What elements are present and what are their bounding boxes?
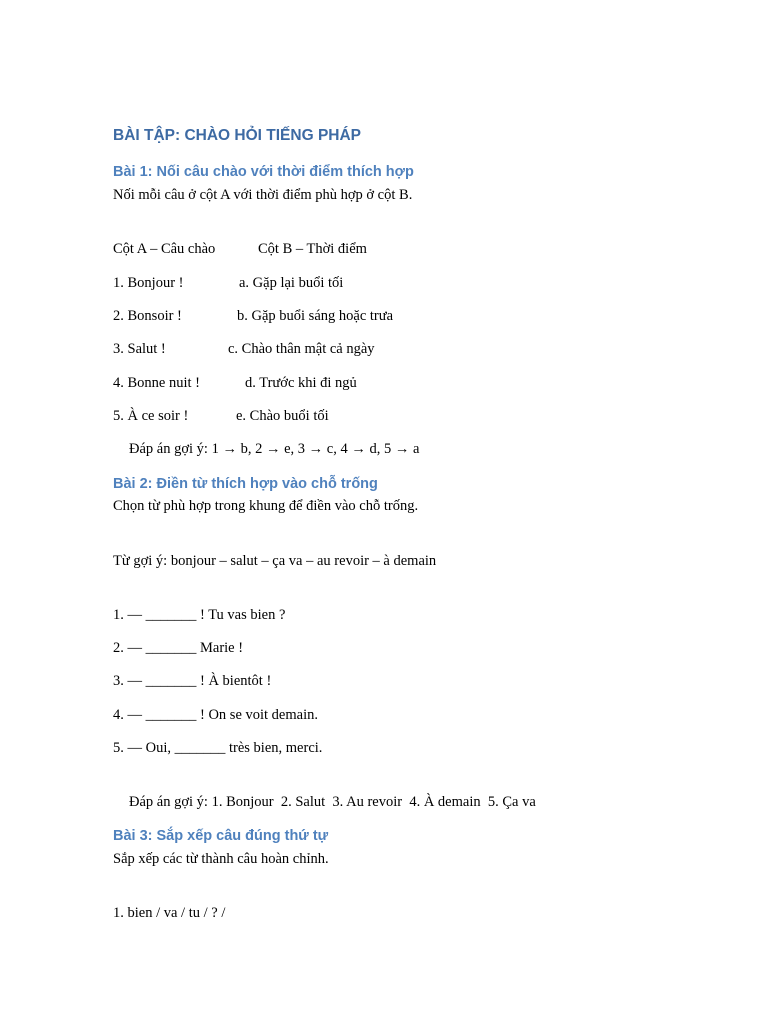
- ex2-instruction: Chọn từ phù hợp trong khung để điền vào chỗ trống.: [113, 498, 419, 514]
- ex1-row-4-b: d. Trước khi đi ngủ: [245, 375, 357, 391]
- ex2-heading: Bài 2: Điền từ thích hợp vào chỗ trống: [113, 476, 378, 492]
- ex3-item-1: 1. bien / va / tu / ? /: [113, 905, 226, 921]
- ex3-instruction: Sắp xếp các từ thành câu hoàn chỉnh.: [113, 851, 329, 867]
- ex3-heading: Bài 3: Sắp xếp câu đúng thứ tự: [113, 828, 329, 844]
- ex1-row-3-a: 3. Salut !: [113, 341, 166, 357]
- ex1-row-4-a: 4. Bonne nuit !: [113, 375, 200, 391]
- ex1-col-a-header: Cột A – Câu chào: [113, 241, 216, 257]
- ex2-item-1: 1. — _______ ! Tu vas bien ?: [113, 607, 286, 623]
- ex1-row-3-b: c. Chào thân mật cả ngày: [228, 341, 375, 357]
- ex2-item-2: 2. — _______ Marie !: [113, 640, 244, 656]
- ex2-hint: Từ gợi ý: bonjour – salut – ça va – au revoir – à demain: [113, 553, 437, 569]
- ex1-answer: Đáp án gợi ý: 1 → b, 2 → e, 3 → c, 4 → d, 5 → a: [129, 441, 420, 457]
- ex2-answer: Đáp án gợi ý: 1. Bonjour 2. Salut 3. Au revoir 4. À demain 5. Ça va: [129, 794, 536, 810]
- ex1-row-5-a: 5. À ce soir !: [113, 408, 189, 424]
- ex1-heading: Bài 1: Nối câu chào với thời điểm thích hợp: [113, 164, 414, 180]
- ex1-row-5-b: e. Chào buổi tối: [236, 408, 329, 424]
- ex1-row-1-a: 1. Bonjour !: [113, 275, 184, 291]
- ex2-item-5: 5. — Oui, _______ très bien, merci.: [113, 740, 323, 756]
- ex2-item-4: 4. — _______ ! On se voit demain.: [113, 707, 318, 723]
- ex1-row-2-b: b. Gặp buổi sáng hoặc trưa: [237, 308, 394, 324]
- page-title: BÀI TẬP: CHÀO HỎI TIẾNG PHÁP: [113, 127, 362, 144]
- ex1-row-2-a: 2. Bonsoir !: [113, 308, 182, 324]
- ex1-instruction: Nối mỗi câu ở cột A với thời điểm phù hợp ở cột B.: [113, 187, 413, 203]
- ex1-col-b-header: Cột B – Thời điểm: [258, 241, 367, 257]
- ex1-row-1-b: a. Gặp lại buổi tối: [239, 275, 344, 291]
- ex2-item-3: 3. — _______ ! À bientôt !: [113, 673, 272, 689]
